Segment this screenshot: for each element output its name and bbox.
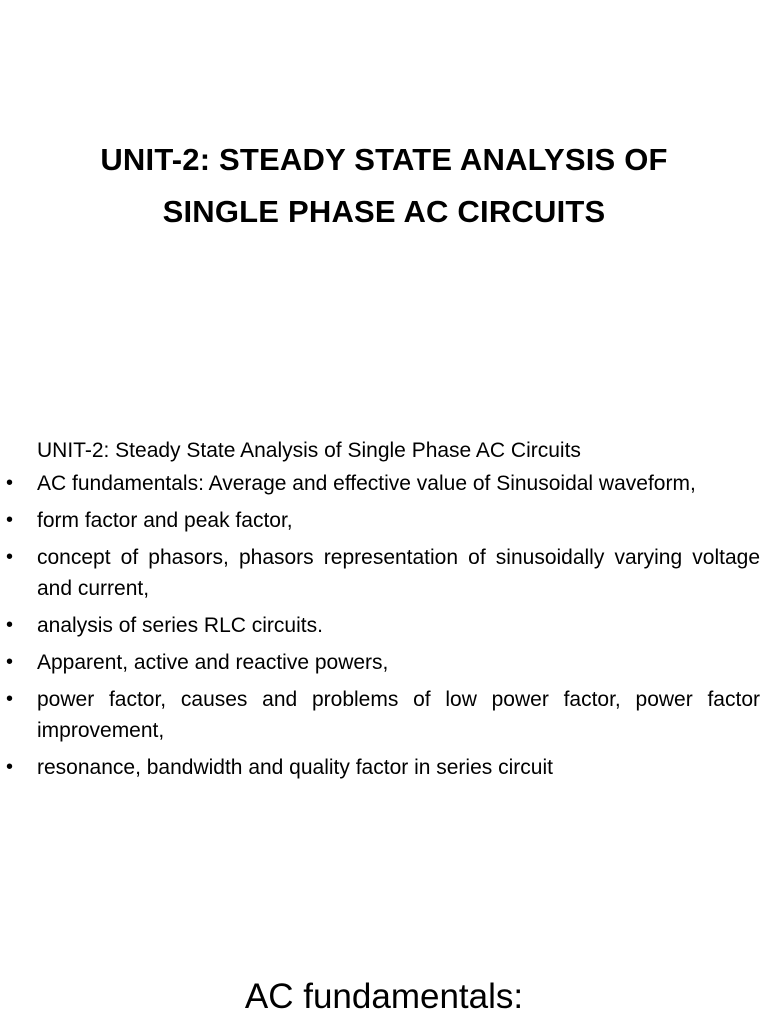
bullet-text: Apparent, active and reactive powers,	[37, 651, 389, 674]
bullet-icon: •	[6, 546, 14, 568]
bullet-item-ac-fundamentals	[0, 468, 768, 499]
slide-title-line-2: SINGLE PHASE AC CIRCUITS	[162, 194, 606, 229]
bullet-text: concept of phasors, phasors representation of sinusoidally varying voltage and current,	[37, 546, 760, 600]
section-heading: AC fundamentals:	[244, 977, 524, 1016]
bullet-text: analysis of series RLC circuits.	[37, 614, 323, 637]
syllabus-bullet-list	[0, 468, 768, 783]
bullet-icon: •	[6, 509, 14, 531]
bullet-icon: •	[6, 756, 14, 778]
bullet-icon: •	[6, 472, 14, 494]
slide-title-line-1: UNIT-2: STEADY STATE ANALYSIS OF	[100, 142, 668, 177]
bullet-icon: •	[6, 651, 14, 673]
bullet-item-form-factor	[0, 505, 768, 536]
bullet-item-power-factor	[0, 684, 768, 746]
bullet-item-phasors	[0, 542, 768, 604]
bullet-item-rlc	[0, 610, 768, 641]
syllabus-intro: UNIT-2: Steady State Analysis of Single Phase AC Circuits	[37, 439, 581, 462]
bullet-text: form factor and peak factor,	[37, 509, 293, 532]
bullet-icon: •	[6, 614, 14, 636]
slide-title	[40, 134, 728, 238]
bullet-item-resonance	[0, 752, 768, 783]
bullet-text: resonance, bandwidth and quality factor in series circuit	[37, 756, 553, 779]
syllabus-content	[0, 434, 768, 789]
bullet-item-powers	[0, 647, 768, 678]
bullet-text: AC fundamentals: Average and effective value of Sinusoidal waveform,	[37, 472, 696, 495]
bullet-icon: •	[6, 688, 14, 710]
bullet-text: power factor, causes and problems of low power factor, power factor improvement,	[37, 688, 760, 742]
